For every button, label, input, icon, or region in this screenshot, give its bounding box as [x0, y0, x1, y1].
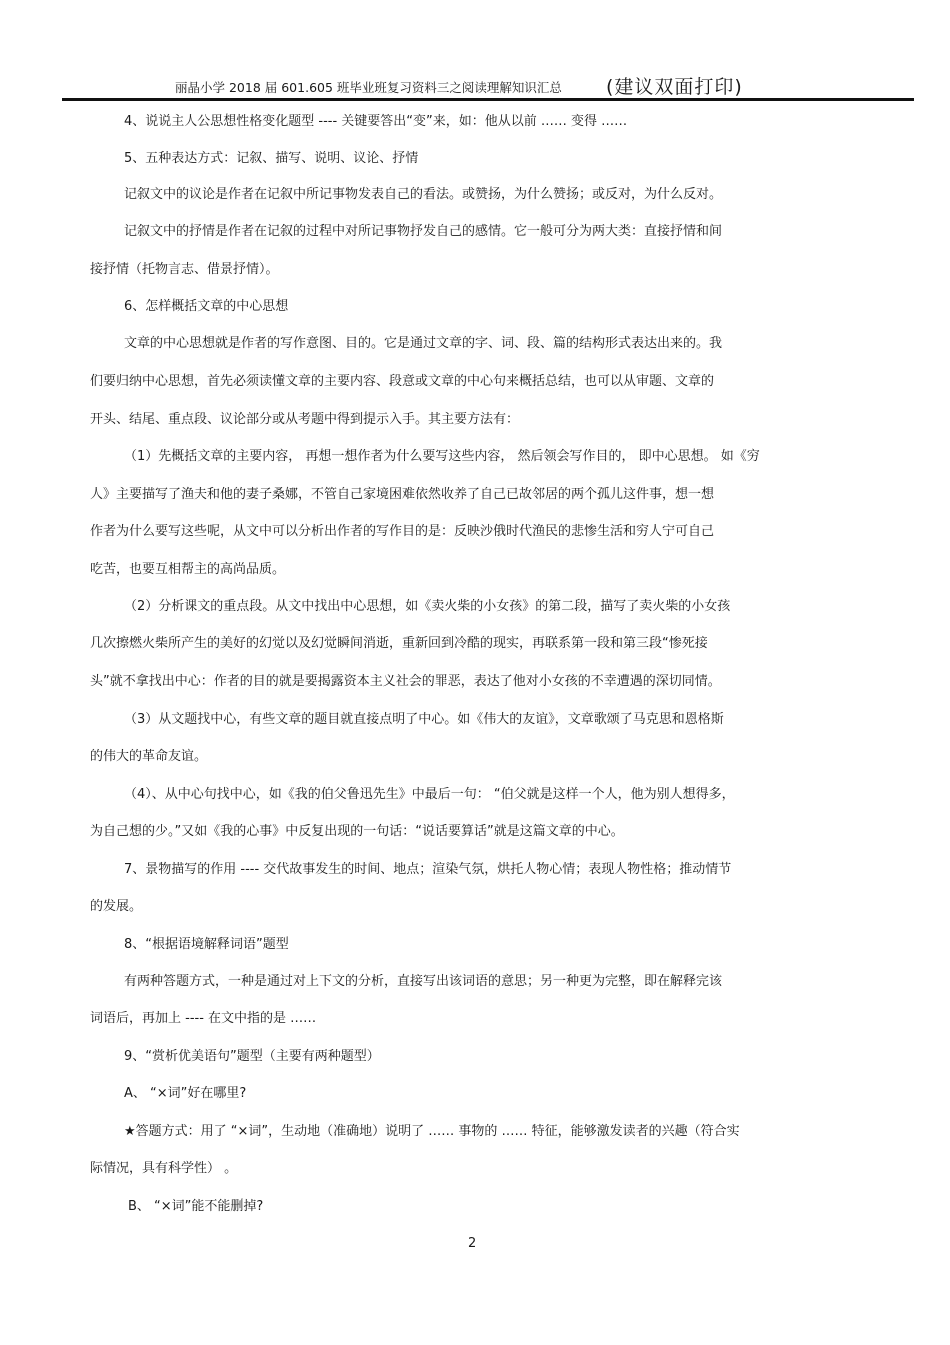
- text-line: 8、“根据语境解释词语”题型: [124, 937, 289, 952]
- text-line: （2）分析课文的重点段。从文中找出中心思想，如《卖火柴的小女孩》的第二段，描写了卖火柴的小女孩: [124, 599, 731, 614]
- text-line: 词语后，再加上 ---- 在文中指的是 ……: [90, 1011, 317, 1026]
- text-line: 4、说说主人公思想性格变化题型 ---- 关键要答出“变”来，如：他从以前 …… 变得 ……: [124, 114, 628, 129]
- text-line: 人》主要描写了渔夫和他的妻子桑娜，不管自己家境困难依然收养了自己已故邻居的两个孤儿这件事，想一想: [90, 487, 715, 502]
- text-line: 为自己想的少。”又如《我的心事》中反复出现的一句话：“说话要算话”就是这篇文章的中心。: [90, 824, 624, 839]
- text-line: 作者为什么要写这些呢，从文中可以分析出作者的写作目的是：反映沙俄时代渔民的悲惨生活和穷人宁可自己: [90, 524, 715, 539]
- header-title: 丽晶小学 2018 届 601.605 班毕业班复习资料三之阅读理解知识汇总: [175, 80, 562, 95]
- text-line: （1）先概括文章的主要内容， 再想一想作者为什么要写这些内容， 然后领会写作目的， 即中心思想。 如《穷: [124, 449, 760, 464]
- text-line: 几次擦燃火柴所产生的美好的幻觉以及幻觉瞬间消逝，重新回到冷酷的现实，再联系第一段和第三段“惨死接: [90, 636, 708, 651]
- text-line: 记叙文中的抒情是作者在记叙的过程中对所记事物抒发自己的感情。它一般可分为两大类：直接抒情和间: [124, 224, 723, 239]
- text-line: 有两种答题方式，一种是通过对上下文的分析，直接写出该词语的意思；另一种更为完整，即在解释完该: [124, 974, 723, 989]
- text-line: 7、景物描写的作用 ---- 交代故事发生的时间、地点；渲染气氛，烘托人物心情；表现人物性格；推动情节: [124, 862, 732, 877]
- text-line: 记叙文中的议论是作者在记叙中所记事物发表自己的看法。或赞扬，为什么赞扬；或反对，为什么反对。: [124, 187, 723, 202]
- text-line: A、 “×词”好在哪里?: [124, 1086, 247, 1101]
- text-line: 9、“赏析优美语句”题型（主要有两种题型）: [124, 1049, 380, 1064]
- page-number: 2: [468, 1236, 477, 1251]
- text-line: 们要归纳中心思想，首先必须读懂文章的主要内容、段意或文章的中心句来概括总结，也可以从审题、文章的: [90, 374, 715, 389]
- text-line: 的发展。: [90, 899, 143, 914]
- text-line: 5、五种表达方式：记叙、描写、说明、议论、抒情: [124, 151, 419, 166]
- header-print-note: (建议双面打印): [606, 76, 743, 98]
- page-header: [62, 74, 914, 101]
- text-line: 吃苦，也要互相帮主的高尚品质。: [90, 562, 286, 577]
- text-line: （3）从文题找中心，有些文章的题目就直接点明了中心。如《伟大的友谊》，文章歌颂了马克思和恩格斯: [124, 712, 724, 727]
- text-line: （4）、从中心句找中心，如《我的伯父鲁迅先生》中最后一句： “伯父就是这样一个人，他为别人想得多，: [124, 787, 735, 802]
- text-line: 6、怎样概括文章的中心思想: [124, 299, 289, 314]
- text-line: ★答题方式：用了 “×词”，生动地（准确地）说明了 …… 事物的 …… 特征，能够激发读者的兴趣（符合实: [124, 1124, 740, 1139]
- text-line: 接抒情（托物言志、借景抒情）。: [90, 262, 279, 277]
- text-line: 文章的中心思想就是作者的写作意图、目的。它是通过文章的字、词、段、篇的结构形式表达出来的。我: [124, 336, 723, 351]
- text-line: 的伟大的革命友谊。: [90, 749, 208, 764]
- text-line: 开头、结尾、重点段、议论部分或从考题中得到提示入手。其主要方法有：: [90, 412, 520, 427]
- text-line: 头”就不拿找出中心：作者的目的就是要揭露资本主义社会的罪恶，表达了他对小女孩的不幸遭遇的深切同情。: [90, 674, 721, 689]
- text-line: B、 “×词”能不能删掉?: [128, 1199, 264, 1214]
- text-line: 际情况，具有科学性） 。: [90, 1161, 238, 1176]
